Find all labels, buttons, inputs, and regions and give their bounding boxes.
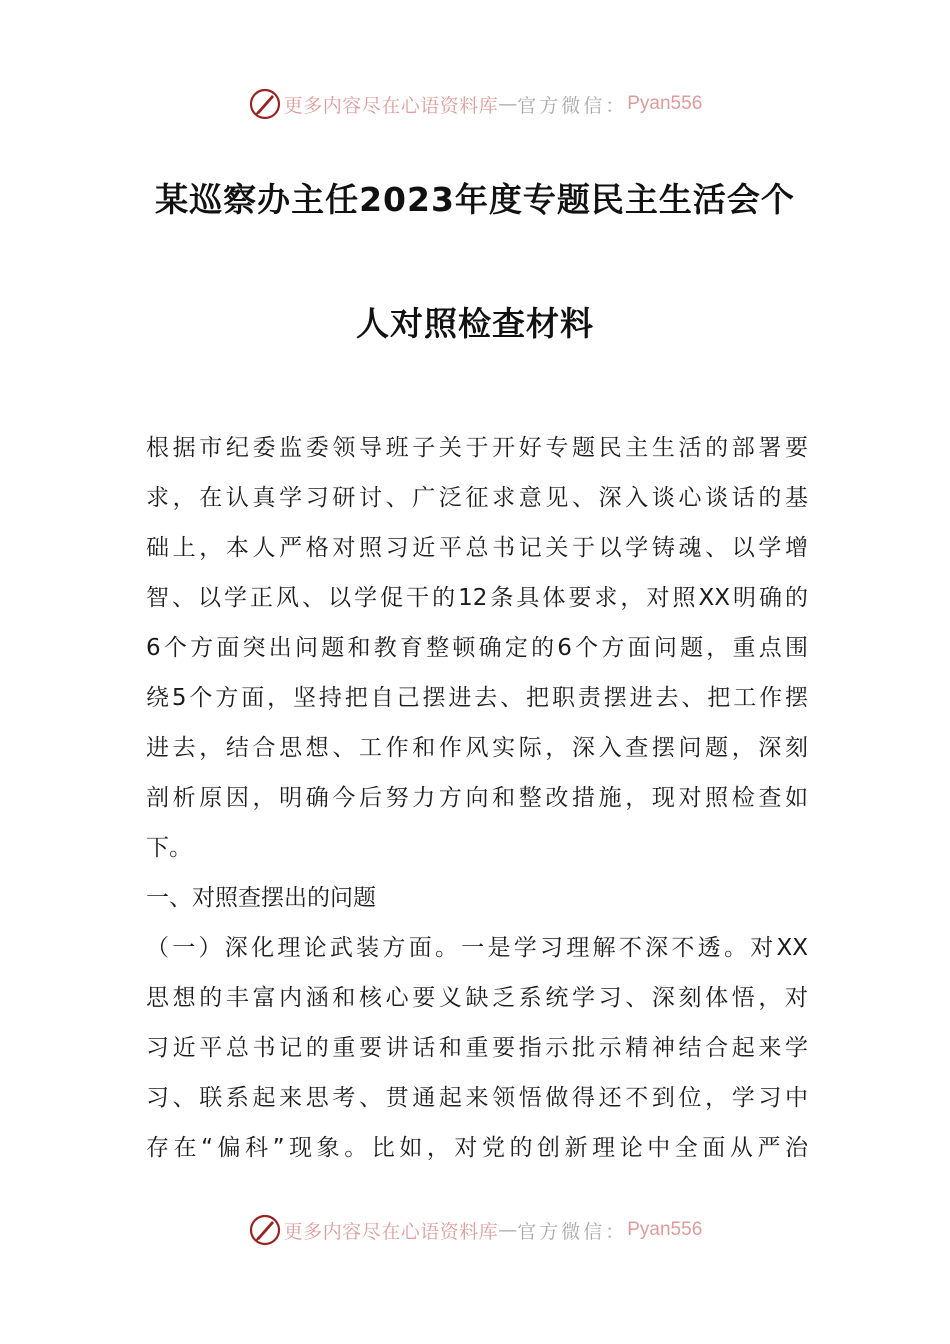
watermark-text: 更多内容尽在心语资料库 bbox=[283, 1220, 499, 1243]
watermark-wechat-id: Pyan556 bbox=[627, 1219, 703, 1240]
watermark-wechat-id: Pyan556 bbox=[627, 93, 703, 114]
watermark-separator: — bbox=[498, 1219, 518, 1241]
body-line: 习近平总书记的重要讲话和重要指示批示精神结合起来学 bbox=[146, 1035, 808, 1061]
watermark-banner-top bbox=[0, 84, 950, 124]
body-line: 习、联系起来思考、贯通起来领悟做得还不到位，学习中 bbox=[146, 1085, 808, 1111]
watermark-separator: — bbox=[498, 93, 518, 115]
body-line: 下。 bbox=[146, 835, 192, 861]
body-line: 智、以学正风、以学促干的12条具体要求，对照XX明确的 bbox=[146, 585, 808, 611]
body-line: 求，在认真学习研讨、广泛征求意见、深入谈心谈话的基 bbox=[146, 485, 808, 511]
document-body bbox=[146, 428, 808, 1178]
quill-seal-icon bbox=[248, 1213, 282, 1247]
watermark-label: 官方微信： bbox=[517, 94, 628, 117]
body-line: 础上，本人严格对照习近平总书记关于以学铸魂、以学增 bbox=[146, 535, 808, 561]
body-line: 存在“偏科”现象。比如，对党的创新理论中全面从严治 bbox=[146, 1135, 808, 1161]
body-line: 6个方面突出问题和教育整顿确定的6个方面问题，重点围 bbox=[146, 635, 808, 661]
section-heading: 一、对照查摆出的问题 bbox=[146, 885, 376, 911]
body-line: 根据市纪委监委领导班子关于开好专题民主生活的部署要 bbox=[146, 435, 808, 461]
body-line: （一）深化理论武装方面。一是学习理解不深不透。对XX bbox=[146, 935, 808, 961]
watermark-label: 官方微信： bbox=[517, 1220, 628, 1243]
document-title-line-1: 某巡察办主任2023年度专题民主生活会个 bbox=[155, 180, 795, 219]
body-line: 思想的丰富内涵和核心要义缺乏系统学习、深刻体悟，对 bbox=[146, 985, 808, 1011]
body-line: 剖析原因，明确今后努力方向和整改措施，现对照检查如 bbox=[146, 785, 808, 811]
watermark-banner-bottom bbox=[0, 1210, 950, 1250]
watermark-text: 更多内容尽在心语资料库 bbox=[283, 94, 499, 117]
document-title-line-2: 人对照检查材料 bbox=[356, 304, 594, 343]
body-line: 绕5个方面，坚持把自己摆进去、把职责摆进去、把工作摆 bbox=[146, 685, 808, 711]
quill-seal-icon bbox=[248, 87, 282, 121]
body-line: 进去，结合思想、工作和作风实际，深入查摆问题，深刻 bbox=[146, 735, 808, 761]
